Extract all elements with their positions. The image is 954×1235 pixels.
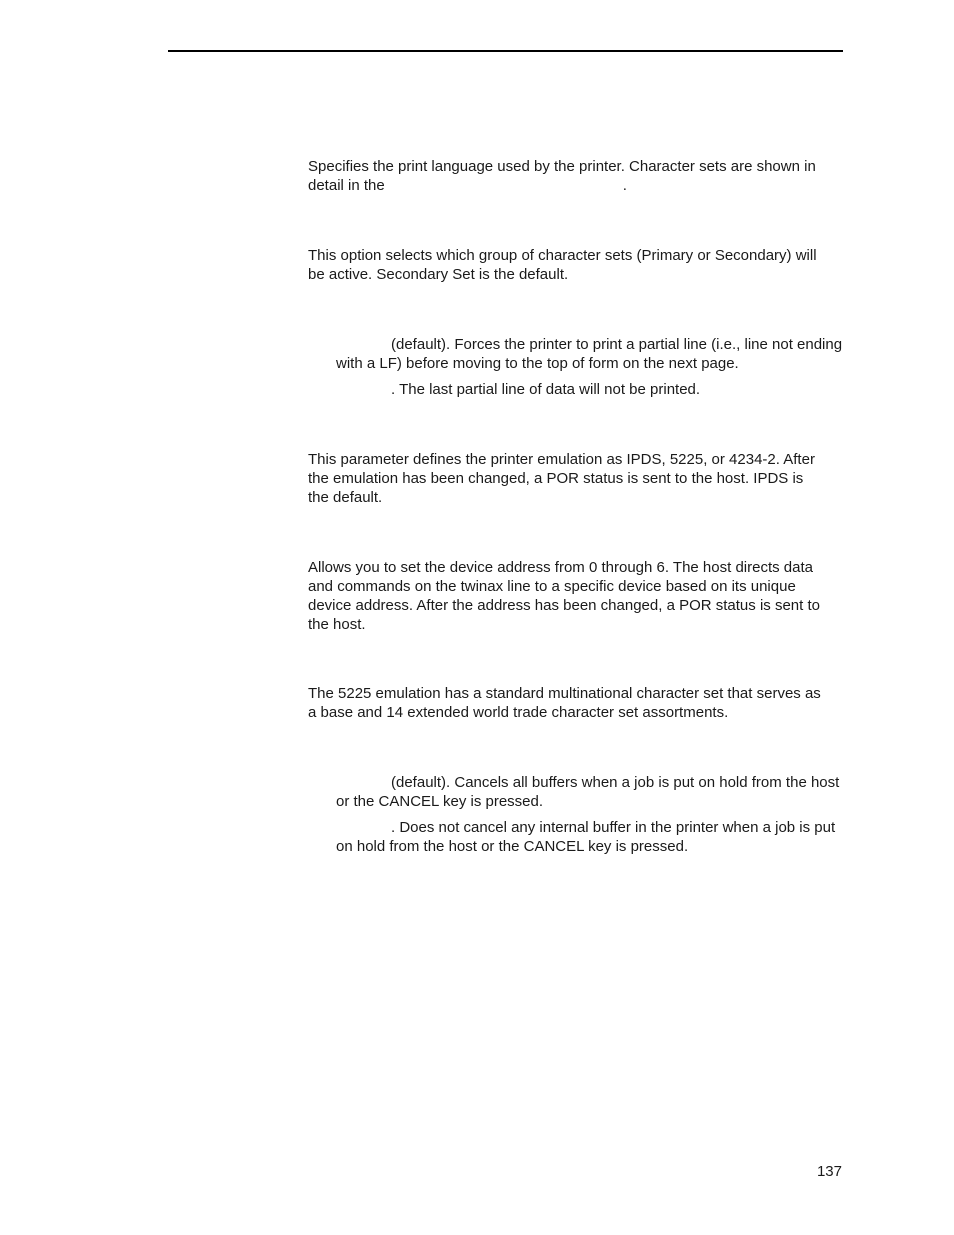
- header-rule: [168, 50, 843, 52]
- print-language-line2-start: detail in the: [308, 177, 385, 194]
- emulation-description: This parameter defines the printer emulation as IPDS, 5225, or 4234-2. After the emulation has been changed, a POR status is sent to the host. IPDS is the default.: [308, 451, 815, 506]
- partial-line-option-enable: [336, 335, 848, 373]
- print-language-line2-end: .: [622, 177, 627, 194]
- cancel-buffers-option-enable: [336, 773, 848, 811]
- partial-line-option-disable-text: . The last partial line of data will not be printed.: [391, 381, 701, 398]
- print-language-description: [308, 157, 848, 195]
- cancel-buffers-option-disable: [336, 818, 848, 856]
- emulation-5225-description: The 5225 emulation has a standard multinational character set that serves as a base and 14 extended world trade character set assortments.: [308, 685, 821, 721]
- print-language-line1: Specifies the print language used by the printer. Character sets are shown in: [308, 158, 816, 175]
- partial-line-option-enable-text: (default). Forces the printer to print a partial line (i.e., line not ending with a LF) before moving to the top of form on the next page.: [336, 336, 843, 372]
- cancel-buffers-option-disable-text: . Does not cancel any internal buffer in the printer when a job is put on hold from the host or the CANCEL key is pressed.: [336, 819, 836, 855]
- cancel-buffers-option-enable-text: (default). Cancels all buffers when a job is put on hold from the host or the CANCEL key is pressed.: [336, 774, 840, 810]
- page-number: 137: [816, 1163, 842, 1180]
- character-set-group-description: This option selects which group of character sets (Primary or Secondary) will be active. Secondary Set is the default.: [308, 247, 817, 283]
- partial-line-option-disable: [336, 380, 848, 399]
- device-address-description: Allows you to set the device address from 0 through 6. The host directs data and commands on the twinax line to a specific device based on its unique device address. After the address has been changed, a POR status is sent to the host.: [308, 559, 820, 633]
